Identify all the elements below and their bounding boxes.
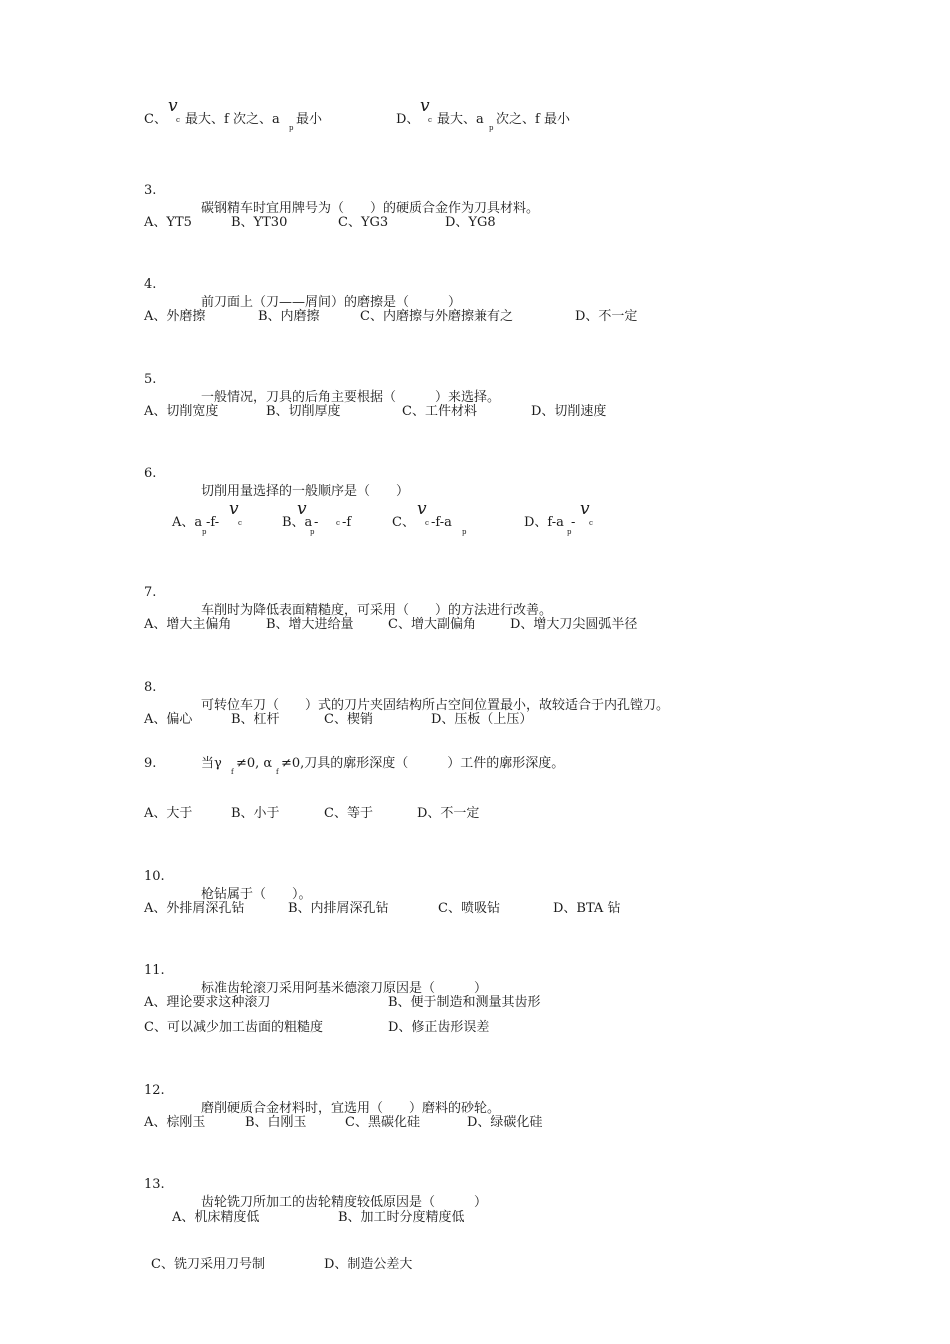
option-c-text: 最大、f 次之、a: [185, 112, 280, 127]
option-c: C、黑碳化硅: [345, 1115, 420, 1130]
subscript-p: p: [489, 124, 494, 132]
option-c-text-end: 最小: [296, 112, 323, 127]
option-d: D、切削速度: [531, 404, 607, 419]
option-a-label: A、a: [172, 515, 203, 530]
option-d: D、绿碳化硅: [467, 1115, 543, 1130]
option-d: D、YG8: [445, 215, 496, 230]
option-a: A、棕刚玉: [144, 1115, 206, 1130]
option-b: B、切削厚度: [266, 404, 341, 419]
question-number: 7.: [144, 585, 157, 600]
option-d: D、修正齿形误差: [388, 1020, 490, 1035]
option-b: B、内排屑深孔钻: [288, 901, 389, 916]
option-c: C、楔销: [324, 712, 373, 727]
subscript-c: c: [336, 519, 340, 527]
option-b: B、白刚玉: [245, 1115, 307, 1130]
option-b: B、便于制造和测量其齿形: [388, 995, 541, 1010]
question-text: 齿轮铣刀所加工的齿轮精度较低原因是（ ）: [201, 1195, 488, 1210]
option-a: A、机床精度低: [172, 1210, 260, 1225]
option-b: B、YT30: [231, 215, 288, 230]
question-number: 4.: [144, 277, 157, 292]
subscript-c: c: [428, 116, 432, 124]
question-number: 13.: [144, 1177, 165, 1192]
option-a: A、增大主偏角: [144, 617, 232, 632]
subscript-p: p: [567, 528, 572, 536]
subscript-f: f: [231, 768, 234, 776]
option-d-label: D、: [396, 112, 420, 127]
option-d-label: D、f-a: [524, 515, 564, 530]
option-b: B、加工时分度精度低: [338, 1210, 465, 1225]
question-number: 3.: [144, 183, 157, 198]
option-a: A、切削宽度: [144, 404, 219, 419]
question-number: 11.: [144, 963, 165, 978]
velocity-symbol: v: [580, 499, 590, 519]
subscript-f: f: [276, 768, 279, 776]
question-number: 8.: [144, 680, 157, 695]
question-number: 5.: [144, 372, 157, 387]
option-a: A、外排屑深孔钻: [144, 901, 245, 916]
option-d: D、不一定: [417, 806, 480, 821]
subscript-c: c: [589, 519, 593, 527]
question-text: 前刀面上（刀——屑间）的磨擦是（ ）: [201, 295, 462, 310]
velocity-symbol: v: [229, 499, 239, 519]
option-c: C、YG3: [338, 215, 389, 230]
subscript-c: c: [176, 116, 180, 124]
option-c-label: C、: [144, 112, 167, 127]
option-c: C、增大副偏角: [388, 617, 476, 632]
option-c-mid: -f-a: [431, 515, 452, 530]
question-text-part-1: 当γ: [201, 756, 222, 771]
subscript-c: c: [425, 519, 429, 527]
subscript-p: p: [462, 528, 467, 536]
option-a: A、偏心: [144, 712, 193, 727]
question-text: 一般情况，刀具的后角主要根据（ ）来选择。: [201, 390, 501, 405]
option-a: A、YT5: [144, 215, 192, 230]
option-b: B、小于: [231, 806, 280, 821]
question-number: 9.: [144, 756, 157, 771]
option-a: A、理论要求这种滚刀: [144, 995, 271, 1010]
question-text: 碳钢精车时宜用牌号为（ ）的硬质合金作为刀具材料。: [201, 201, 540, 216]
subscript-p: p: [289, 124, 294, 132]
subscript-p: p: [202, 528, 207, 536]
option-c: C、喷吸钻: [438, 901, 500, 916]
option-c: C、可以减少加工齿面的粗糙度: [144, 1020, 323, 1035]
question-text: 车削时为降低表面精糙度，可采用（ ）的方法进行改善。: [201, 603, 553, 618]
option-c: C、铣刀采用刀号制: [151, 1257, 265, 1272]
option-a: A、大于: [144, 806, 193, 821]
question-text: 可转位车刀（ ）式的刀片夹固结构所占空间位置最小，故较适合于内孔镗刀。: [201, 698, 670, 713]
question-text-part-2: ≠0, α: [236, 756, 273, 771]
velocity-symbol: v: [417, 499, 427, 519]
option-d: D、增大刀尖圆弧半径: [510, 617, 638, 632]
question-number: 12.: [144, 1083, 165, 1098]
option-b-end: -f: [342, 515, 352, 530]
option-b-label: B、a: [282, 515, 313, 530]
option-d-text: 最大、a: [437, 112, 484, 127]
question-text: 磨削硬质合金材料时，宜选用（ ）磨料的砂轮。: [201, 1101, 501, 1116]
option-c: C、内磨擦与外磨擦兼有之: [360, 309, 513, 324]
option-b: B、杠杆: [231, 712, 280, 727]
option-d: D、不一定: [575, 309, 638, 324]
question-text-part-3: ≠0,刀具的廓形深度（ ）工件的廓形深度。: [281, 756, 565, 771]
subscript-p: p: [310, 528, 315, 536]
option-d-text-end: 次之、f 最小: [496, 112, 570, 127]
question-6: [144, 447, 410, 519]
option-a-mid: -f-: [206, 515, 220, 530]
question-number: 10.: [144, 869, 165, 884]
question-number: 6.: [144, 466, 157, 481]
option-b: B、增大进给量: [266, 617, 354, 632]
option-c-label: C、: [392, 515, 415, 530]
velocity-symbol: v: [168, 96, 178, 116]
option-d: D、压板（上压）: [431, 712, 533, 727]
option-b-mid: -: [314, 515, 319, 530]
option-d: D、制造公差大: [324, 1257, 413, 1272]
option-b: B、内磨擦: [258, 309, 320, 324]
subscript-c: c: [238, 519, 242, 527]
option-d: D、BTA 钻: [553, 901, 621, 916]
option-c: C、等于: [324, 806, 373, 821]
question-text: 枪钻属于（ ）。: [201, 887, 312, 902]
option-a: A、外磨擦: [144, 309, 206, 324]
velocity-symbol: v: [420, 96, 430, 116]
question-text: 标准齿轮滚刀采用阿基米德滚刀原因是（ ）: [201, 981, 488, 996]
velocity-symbol: v: [297, 499, 307, 519]
option-c: C、工件材料: [402, 404, 477, 419]
option-d-mid: -: [571, 515, 576, 530]
question-text: 切削用量选择的一般顺序是（ ）: [201, 484, 410, 499]
